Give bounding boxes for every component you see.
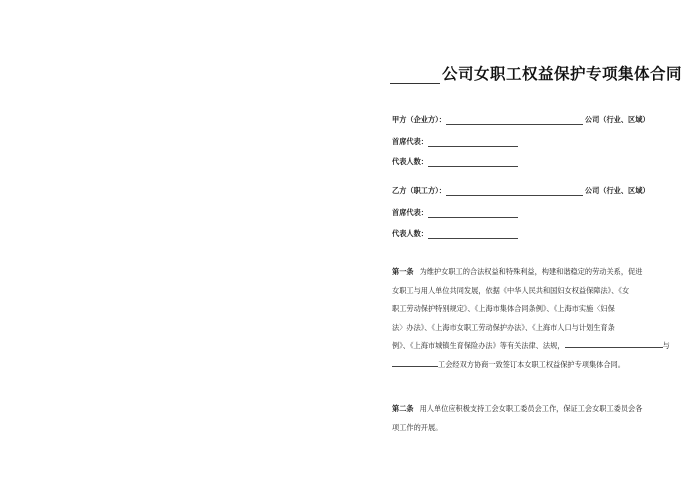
article-1-line: 法〉办法》、《上海市女职工劳动保护办法》、《上海市人口与计划生育条	[392, 322, 615, 332]
party-b-rep-row	[392, 206, 518, 218]
title-text: 公司女职工权益保护专项集体合同	[442, 64, 683, 83]
party-a-rep-field[interactable]	[428, 138, 518, 147]
article-1-line: 女职工与用人单位共同发展，依据《中华人民共和国妇女权益保障法》、《女	[392, 285, 630, 295]
party-a-rep-label: 首席代表：	[392, 137, 428, 146]
article-1-line: 工会经双方协商一致签订本女职工权益保护专项集体合同。	[392, 356, 660, 375]
party-b-rep-field[interactable]	[428, 209, 518, 218]
party-a-count-field[interactable]	[428, 158, 518, 167]
article-2-line: 第二条 用人单位应积极支持工会女职工委员会工作，保证工会女职工委员会各	[392, 404, 643, 413]
party-b-label: 乙方（职工方）：	[392, 186, 446, 195]
article-1-line: 第一条 为维护女职工的合法权益和特殊利益，构建和谐稳定的劳动关系，促进	[392, 267, 643, 276]
article-1-line: 例》、《上海市城镇生育保险办法》等有关法律、法规， 与	[392, 337, 660, 356]
article-1	[392, 263, 670, 374]
party-a-rep-row	[392, 135, 518, 147]
article-2-lead: 第二条	[392, 404, 414, 413]
party-b-count-row	[392, 227, 518, 239]
party-b-row	[392, 184, 650, 196]
party-b-count-label: 代表人数：	[392, 229, 428, 238]
party-b-count-field[interactable]	[428, 230, 518, 239]
party-a-name-field[interactable]	[446, 116, 583, 125]
party-b-rep-label: 首席代表：	[392, 208, 428, 217]
contract-title	[390, 60, 690, 84]
party-a-count-label: 代表人数：	[392, 157, 428, 166]
union-blank[interactable]	[392, 357, 438, 367]
article-2-line: 项工作的开展。	[392, 422, 443, 432]
company-name-blank[interactable]	[390, 65, 440, 84]
party-a-row	[392, 113, 650, 125]
party-a-label: 甲方（企业方）：	[392, 115, 446, 124]
party-b-suffix: 公司（行业、区域）	[584, 186, 650, 195]
article-1-line: 职工劳动保护特别规定》、《上海市集体合同条例》、《上海市实施〈妇保	[392, 304, 615, 313]
party-a-suffix: 公司（行业、区域）	[584, 115, 650, 124]
party-b-name-field[interactable]	[446, 187, 583, 196]
article-1-lead: 第一条	[392, 267, 414, 276]
article-2	[392, 400, 660, 437]
company-blank-1[interactable]	[565, 338, 663, 348]
party-a-count-row	[392, 155, 518, 167]
